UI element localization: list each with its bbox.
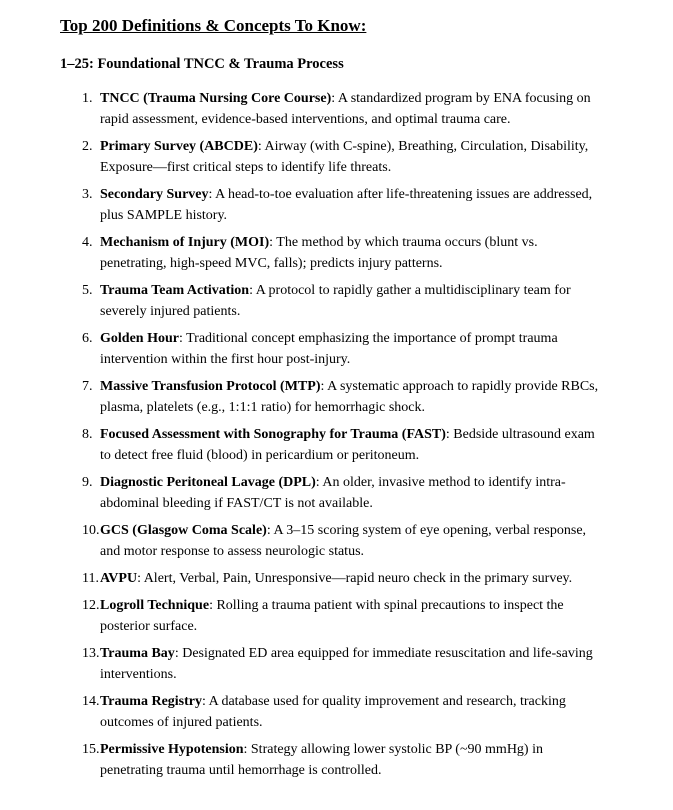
item-number: 4. bbox=[82, 235, 93, 250]
item-term: TNCC (Trauma Nursing Core Course) bbox=[100, 91, 332, 106]
item-number: 15. bbox=[82, 742, 100, 757]
document-title: Top 200 Definitions & Concepts To Know: bbox=[60, 16, 367, 35]
item-text bbox=[100, 376, 615, 418]
item-text bbox=[100, 232, 615, 274]
item-term: Mechanism of Injury (MOI) bbox=[100, 235, 270, 250]
item-definition-line1: : An older, invasive method to identify intra- bbox=[315, 475, 566, 490]
item-text bbox=[100, 739, 615, 781]
item-number: 6. bbox=[82, 331, 93, 346]
definition-item-4 bbox=[60, 232, 615, 274]
item-text bbox=[100, 691, 615, 733]
item-text bbox=[100, 328, 615, 370]
item-number: 5. bbox=[82, 283, 93, 298]
item-text bbox=[100, 643, 615, 685]
definition-item-8 bbox=[60, 424, 615, 466]
item-definition-line2: penetrating, high-speed MVC, falls); predicts injury patterns. bbox=[100, 256, 443, 271]
item-number: 14. bbox=[82, 694, 100, 709]
item-number: 11. bbox=[82, 571, 99, 586]
item-definition-line1: : Bedside ultrasound exam bbox=[445, 427, 595, 442]
item-text bbox=[100, 88, 615, 130]
item-text bbox=[100, 280, 615, 322]
item-definition-line2: abdominal bleeding if FAST/CT is not available. bbox=[100, 496, 373, 511]
definition-item-12 bbox=[60, 595, 615, 637]
item-number: 7. bbox=[82, 379, 93, 394]
section-heading: 1–25: Foundational TNCC & Trauma Process bbox=[60, 56, 344, 72]
item-definition-line1: : The method by which trauma occurs (blunt vs. bbox=[269, 235, 538, 250]
item-definition-line2: penetrating trauma until hemorrhage is controlled. bbox=[100, 763, 382, 778]
item-definition-line1: : A systematic approach to rapidly provide RBCs, bbox=[320, 379, 599, 394]
item-definition-line1: : A head-to-toe evaluation after life-threatening issues are addressed, bbox=[208, 187, 593, 202]
definition-item-1 bbox=[60, 88, 615, 130]
item-text bbox=[100, 520, 615, 562]
item-number: 10. bbox=[82, 523, 100, 538]
definition-item-14 bbox=[60, 691, 615, 733]
item-number: 13. bbox=[82, 646, 100, 661]
definition-item-2 bbox=[60, 136, 615, 178]
item-definition-line2: severely injured patients. bbox=[100, 304, 241, 319]
item-term: Secondary Survey bbox=[100, 187, 209, 202]
item-definition-line1: : Traditional concept emphasizing the importance of prompt trauma bbox=[178, 331, 558, 346]
item-definition-line2: plasma, platelets (e.g., 1:1:1 ratio) for hemorrhagic shock. bbox=[100, 400, 426, 415]
item-definition-line1: : A database used for quality improvement and research, tracking bbox=[202, 694, 566, 709]
definition-item-6 bbox=[60, 328, 615, 370]
item-definition-line2: interventions. bbox=[100, 667, 177, 682]
item-definition-line2: plus SAMPLE history. bbox=[100, 208, 228, 223]
item-term: Logroll Technique bbox=[100, 598, 210, 613]
item-text bbox=[100, 595, 615, 637]
item-number: 12. bbox=[82, 598, 100, 613]
item-definition-line2: intervention within the first hour post-injury. bbox=[100, 352, 351, 367]
item-definition-line1: : Strategy allowing lower systolic BP (~90 mmHg) in bbox=[243, 742, 543, 757]
item-definition-line2: to detect free fluid (blood) in pericardium or peritoneum. bbox=[100, 448, 420, 463]
item-term: Focused Assessment with Sonography for Trauma (FAST) bbox=[100, 427, 446, 442]
item-term: Trauma Bay bbox=[100, 646, 175, 661]
definition-item-3 bbox=[60, 184, 615, 226]
definition-item-10 bbox=[60, 520, 615, 562]
item-definition-line1: : Alert, Verbal, Pain, Unresponsive—rapid neuro check in the primary survey. bbox=[137, 571, 573, 586]
item-term: Trauma Team Activation bbox=[100, 283, 250, 298]
item-number: 1. bbox=[82, 91, 93, 106]
item-term: AVPU bbox=[100, 571, 138, 586]
item-definition-line2: rapid assessment, evidence-based interventions, and optimal trauma care. bbox=[100, 112, 511, 127]
item-definition-line1: : A standardized program by ENA focusing on bbox=[331, 91, 591, 106]
item-definition-line2: and motor response to assess neurologic status. bbox=[100, 544, 365, 559]
item-definition-line1: : A protocol to rapidly gather a multidisciplinary team for bbox=[249, 283, 571, 298]
item-text bbox=[100, 568, 615, 589]
item-term: Primary Survey (ABCDE) bbox=[100, 139, 258, 154]
item-term: Permissive Hypotension bbox=[100, 742, 244, 757]
item-term: Trauma Registry bbox=[100, 694, 202, 709]
definitions-list bbox=[60, 88, 615, 781]
item-term: Golden Hour bbox=[100, 331, 179, 346]
item-text bbox=[100, 136, 615, 178]
item-definition-line1: : A 3–15 scoring system of eye opening, verbal response, bbox=[266, 523, 587, 538]
item-number: 8. bbox=[82, 427, 93, 442]
item-number: 9. bbox=[82, 475, 93, 490]
item-term: Massive Transfusion Protocol (MTP) bbox=[100, 379, 321, 394]
item-definition-line2: outcomes of injured patients. bbox=[100, 715, 263, 730]
definition-item-15 bbox=[60, 739, 615, 781]
item-definition-line1: : Rolling a trauma patient with spinal precautions to inspect the bbox=[209, 598, 564, 613]
definition-item-13 bbox=[60, 643, 615, 685]
item-number: 2. bbox=[82, 139, 93, 154]
item-number: 3. bbox=[82, 187, 93, 202]
definition-item-5 bbox=[60, 280, 615, 322]
item-text bbox=[100, 472, 615, 514]
definition-item-11 bbox=[60, 568, 615, 589]
item-text bbox=[100, 184, 615, 226]
item-definition-line2: Exposure—first critical steps to identify life threats. bbox=[100, 160, 392, 175]
item-term: GCS (Glasgow Coma Scale) bbox=[100, 523, 267, 538]
item-definition-line1: : Airway (with C-spine), Breathing, Circulation, Disability, bbox=[257, 139, 589, 154]
item-definition-line2: posterior surface. bbox=[100, 619, 198, 634]
item-definition-line1: : Designated ED area equipped for immediate resuscitation and life-saving bbox=[174, 646, 593, 661]
item-term: Diagnostic Peritoneal Lavage (DPL) bbox=[100, 475, 316, 490]
definition-item-9 bbox=[60, 472, 615, 514]
item-text bbox=[100, 424, 615, 466]
definition-item-7 bbox=[60, 376, 615, 418]
